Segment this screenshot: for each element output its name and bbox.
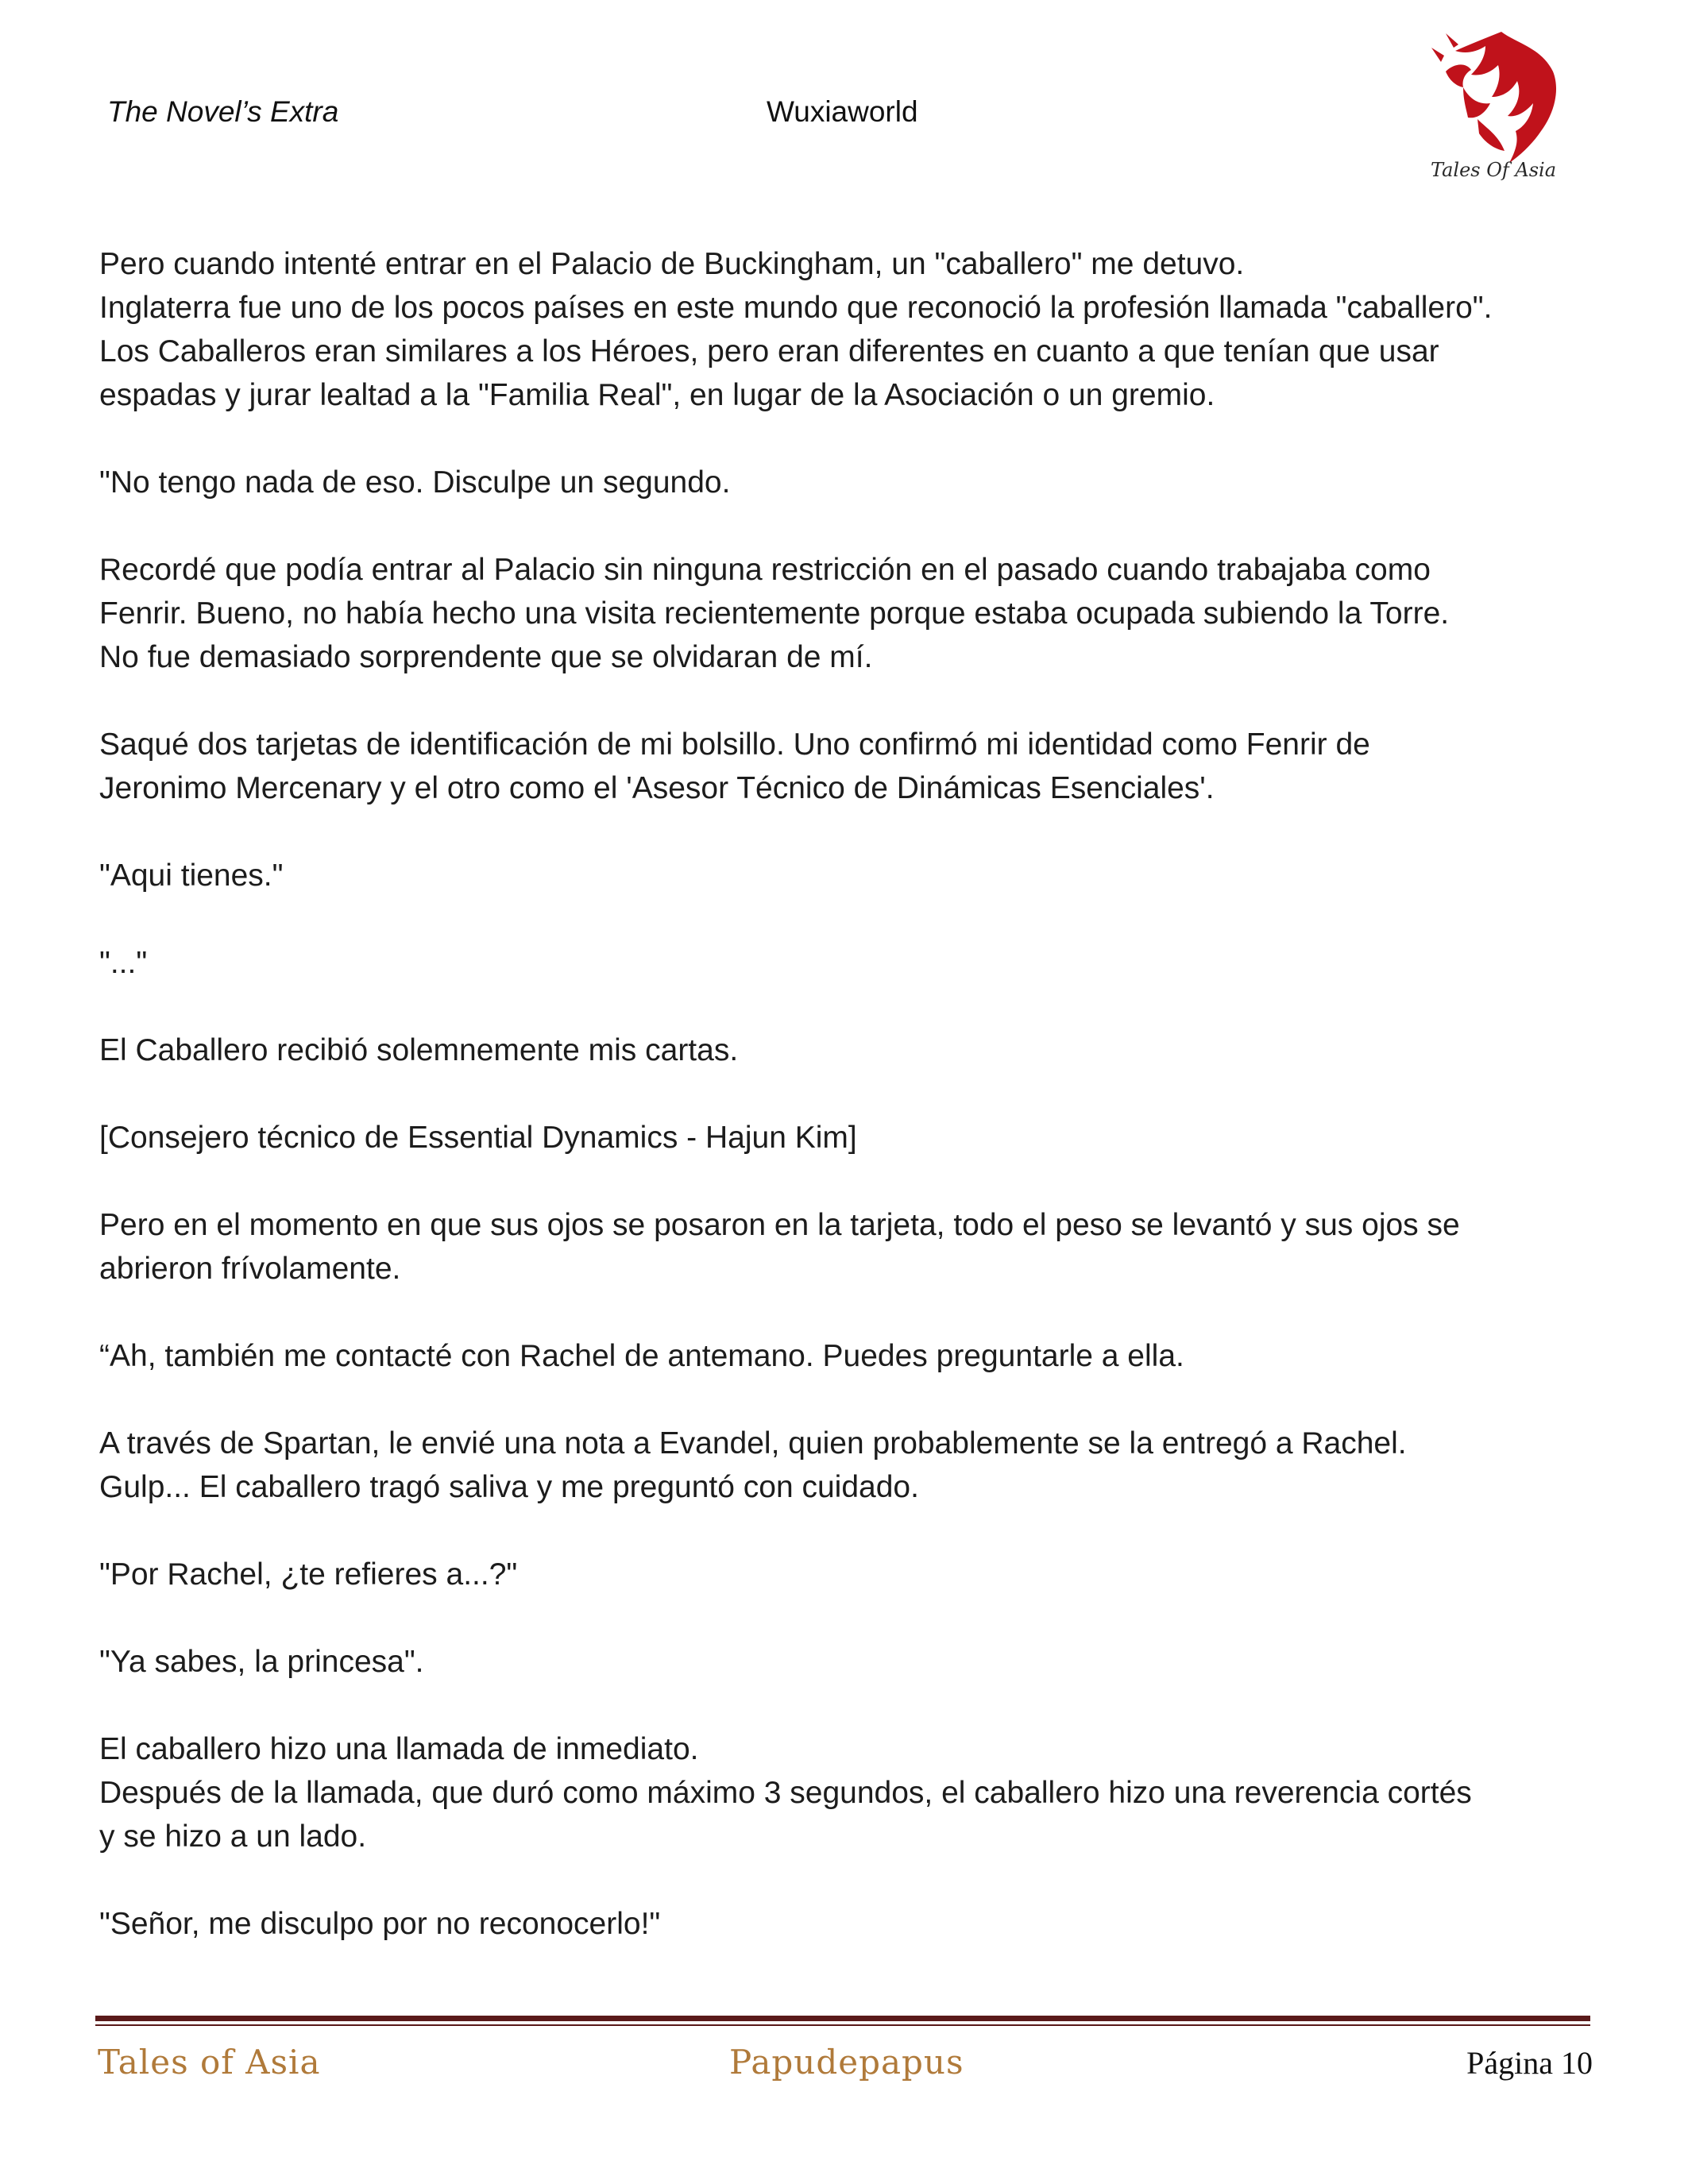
paragraph: El Caballero recibió solemnemente mis cartas. <box>99 1033 739 1067</box>
paragraph: "Aqui tienes." <box>99 859 284 893</box>
page-header <box>0 0 1688 206</box>
footer-translator: Papudepapus <box>729 2043 964 2082</box>
paragraph: A través de Spartan, le envié una nota a Evandel, quien probablemente se la entregó a Rachel. Gulp... El caballero tragó saliva y me preguntó con cuidado. <box>99 1426 1407 1504</box>
footer-publisher: Tales of Asia <box>98 2043 321 2082</box>
footer-divider <box>95 2016 1590 2021</box>
footer-divider-thin <box>95 2024 1590 2026</box>
novel-title: The Novel’s Extra <box>107 95 339 128</box>
paragraph: "Por Rachel, ¿te refieres a...?" <box>99 1557 518 1592</box>
paragraph: Recordé que podía entrar al Palacio sin ninguna restricción en el pasado cuando trabajaba como Fenrir. Bueno, no había hecho una visita recientemente porque estaba ocupada subiendo la Torre. No fue demasiado sorprendente que se olvidaran de mí. <box>99 553 1450 674</box>
paragraph: Pero cuando intenté entrar en el Palacio de Buckingham, un "caballero" me detuvo. Inglaterra fue uno de los pocos países en este mundo que reconoció la profesión llamada "caballero". Los Caballeros eran similares a los Héroes, pero eran diferentes en cuanto a que tenían que usar espadas y jurar lealtad a la "Familia Real", en lugar de la Asociación o un gremio. <box>99 247 1493 412</box>
paragraph: "Señor, me disculpo por no reconocerlo!" <box>99 1907 661 1941</box>
paragraph: "No tengo nada de eso. Disculpe un segundo. <box>99 465 731 500</box>
logo-caption: Tales Of Asia <box>1430 159 1557 181</box>
paragraph: "..." <box>99 946 148 980</box>
paragraph: Pero en el momento en que sus ojos se posaron en la tarjeta, todo el peso se levantó y sus ojos se abrieron frívolamente. <box>99 1208 1460 1286</box>
paragraph: "Ya sabes, la princesa". <box>99 1645 424 1679</box>
paragraph: [Consejero técnico de Essential Dynamics - Hajun Kim] <box>99 1121 857 1155</box>
chapter-body <box>99 242 1593 1989</box>
page-number: Página 10 <box>1466 2045 1593 2081</box>
source-site: Wuxiaworld <box>767 95 918 128</box>
paragraph: Saqué dos tarjetas de identificación de mi bolsillo. Uno confirmó mi identidad como Fenrir de Jeronimo Mercenary y el otro como el 'Asesor Técnico de Dinámicas Esenciales'. <box>99 727 1370 805</box>
paragraph: “Ah, también me contacté con Rachel de antemano. Puedes preguntarle a ella. <box>99 1339 1184 1373</box>
paragraph: El caballero hizo una llamada de inmediato. Después de la llamada, que duró como máximo 3 segundos, el caballero hizo una reverencia cortés y se hizo a un lado. <box>99 1732 1472 1854</box>
